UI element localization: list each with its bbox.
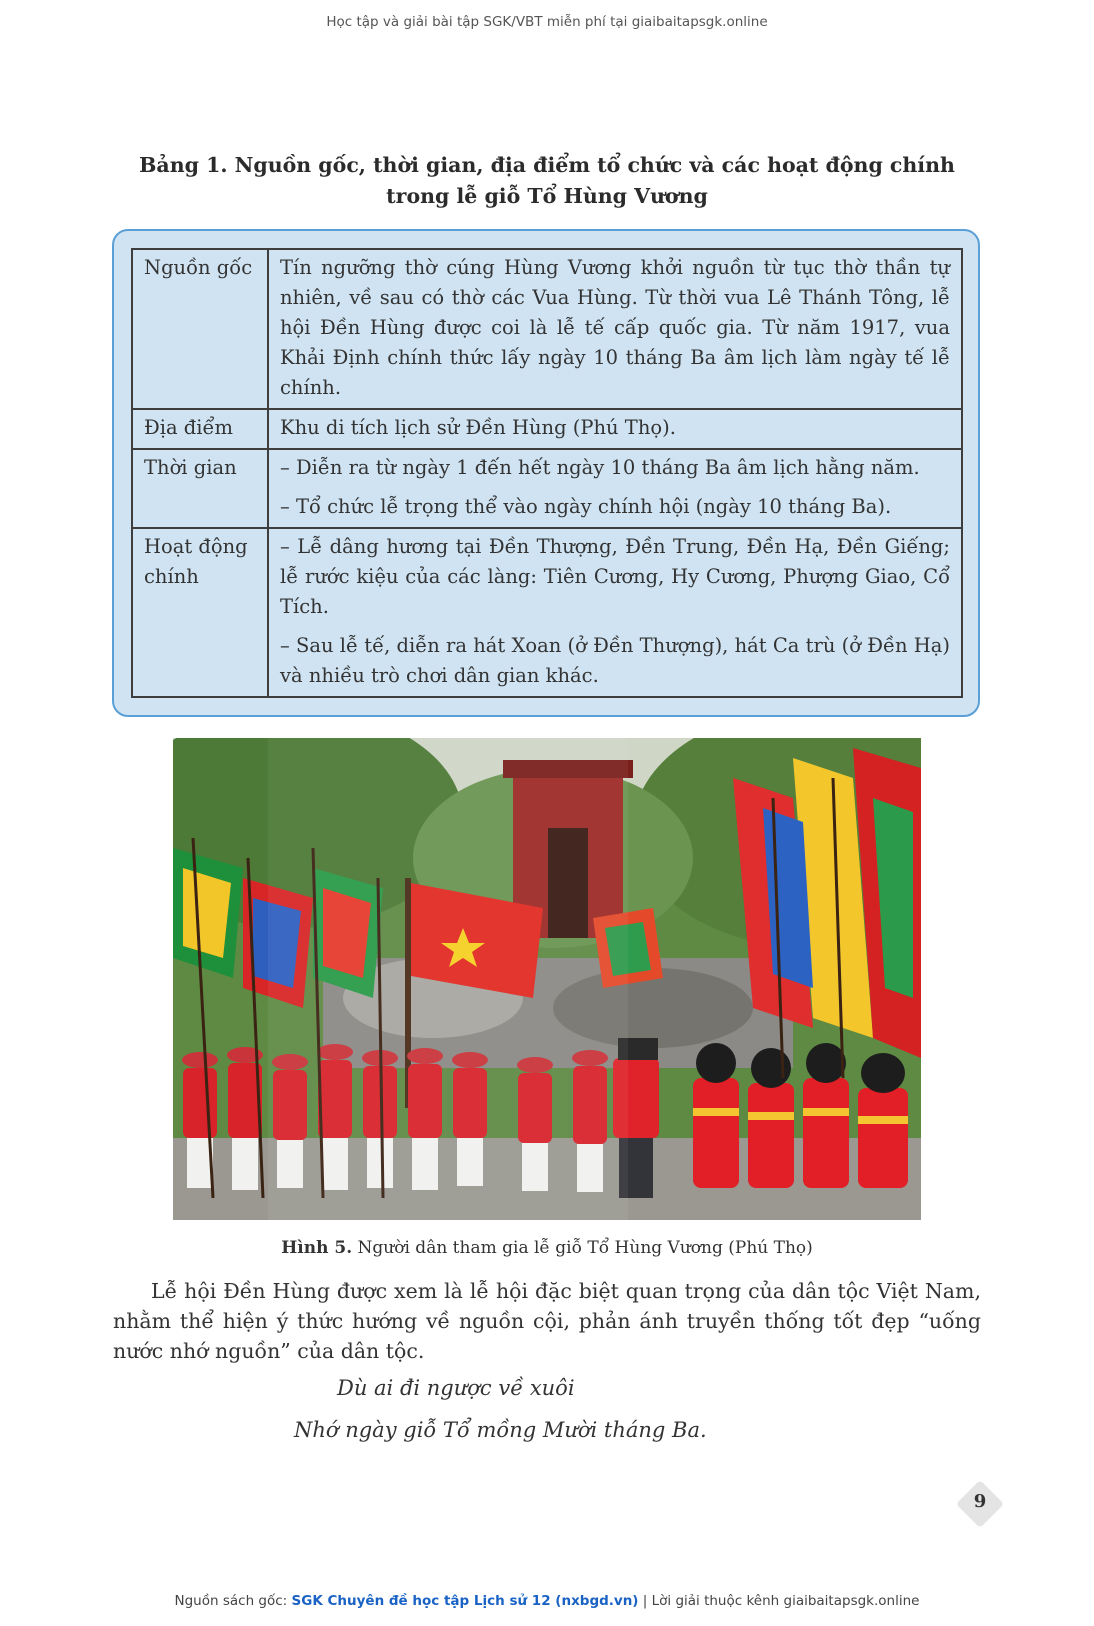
footer-note bbox=[0, 1593, 1094, 1609]
table-title-line-2: trong lễ giỗ Tổ Hùng Vương bbox=[386, 184, 708, 208]
info-table bbox=[131, 248, 963, 698]
table-title bbox=[0, 150, 1094, 212]
row-content-time bbox=[268, 449, 962, 528]
source-book-link[interactable]: SGK Chuyên đề học tập Lịch sử 12 (nxbgd.vn) bbox=[291, 1593, 639, 1609]
table-row bbox=[132, 409, 962, 449]
location-text: Khu di tích lịch sử Đền Hùng (Phú Thọ). bbox=[280, 416, 676, 439]
footer-suffix: | Lời giải thuộc kênh giaibaitapsgk.online bbox=[638, 1593, 920, 1609]
table-row bbox=[132, 528, 962, 697]
time-text-1: – Diễn ra từ ngày 1 đến hết ngày 10 tháng Ba âm lịch hằng năm. bbox=[280, 456, 920, 479]
footer-prefix: Nguồn sách gốc: bbox=[174, 1593, 292, 1609]
figure-caption bbox=[0, 1238, 1094, 1258]
row-content-activities bbox=[268, 528, 962, 697]
body-paragraph: Lễ hội Đền Hùng được xem là lễ hội đặc biệt quan trọng của dân tộc Việt Nam, nhằm thể hiện ý thức hướng về nguồn cội, phản ánh truyền thống tốt đẹp “uống nước nhớ nguồn” của dân tộc. bbox=[113, 1279, 981, 1363]
caption-label: Hình 5. bbox=[281, 1238, 353, 1258]
festival-photo bbox=[173, 738, 921, 1220]
table-row bbox=[132, 449, 962, 528]
time-text-2: – Tổ chức lễ trọng thể vào ngày chính hội (ngày 10 tháng Ba). bbox=[280, 495, 892, 518]
table-row bbox=[132, 249, 962, 409]
table-title-line-1: Bảng 1. Nguồn gốc, thời gian, địa điểm tổ chức và các hoạt động chính bbox=[139, 153, 955, 177]
row-label-activities: Hoạt động chính bbox=[132, 528, 268, 697]
poem-line-2: Nhớ ngày giỗ Tổ mồng Mười tháng Ba. bbox=[294, 1418, 707, 1442]
row-label-time: Thời gian bbox=[132, 449, 268, 528]
row-content-origin bbox=[268, 249, 962, 409]
activities-text-1: – Lễ dâng hương tại Đền Thượng, Đền Trung, Đền Hạ, Đền Giếng; lễ rước kiệu của các làng: Tiên Cương, Hy Cương, Phượng Giao, Cổ Tích. bbox=[280, 535, 950, 618]
poem-line-1: Dù ai đi ngược về xuôi bbox=[337, 1376, 575, 1400]
row-content-location bbox=[268, 409, 962, 449]
caption-text: Người dân tham gia lễ giỗ Tổ Hùng Vương (Phú Thọ) bbox=[352, 1238, 813, 1258]
header-note: Học tập và giải bài tập SGK/VBT miễn phí tại giaibaitapsgk.online bbox=[326, 14, 768, 30]
row-label-origin: Nguồn gốc bbox=[132, 249, 268, 409]
page-number: 9 bbox=[973, 1491, 987, 1512]
activities-text-2: – Sau lễ tế, diễn ra hát Xoan (ở Đền Thượng), hát Ca trù (ở Đền Hạ) và nhiều trò chơi dân gian khác. bbox=[280, 634, 950, 687]
origin-text: Tín ngưỡng thờ cúng Hùng Vương khởi nguồn từ tục thờ thần tự nhiên, về sau có thờ các Vua Hùng. Từ thời vua Lê Thánh Tông, lễ hội Đền Hùng được coi là lễ tế cấp quốc gia. Từ năm 1917, vua Khải Định chính thức lấy ngày 10 tháng Ba âm lịch làm ngày tế lễ chính. bbox=[280, 256, 950, 399]
row-label-location: Địa điểm bbox=[132, 409, 268, 449]
